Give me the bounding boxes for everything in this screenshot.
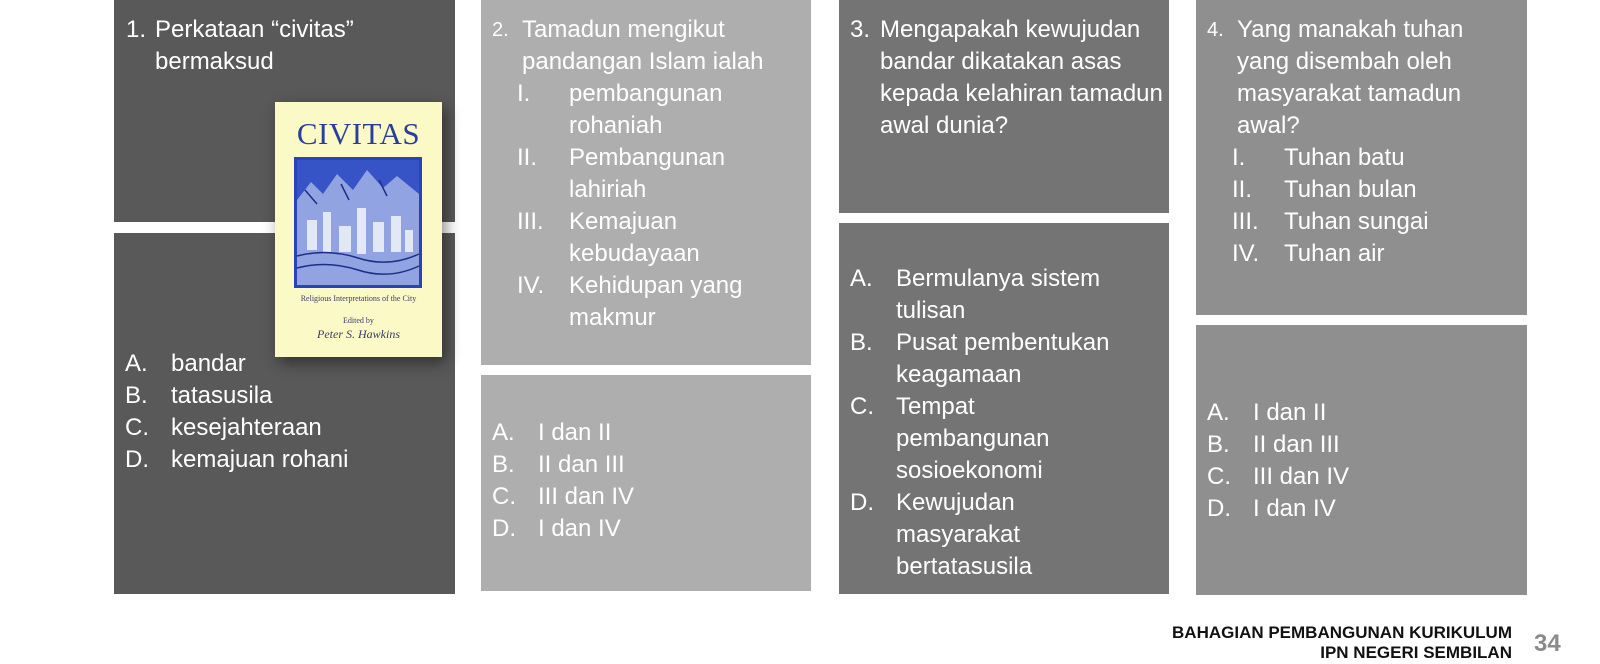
q2-number: 2. — [492, 19, 509, 41]
statement-numeral: IV. — [517, 272, 545, 299]
option-text: kesejahteraan — [171, 414, 322, 441]
option-text: I dan II — [538, 419, 612, 446]
statement-numeral: I. — [1232, 144, 1246, 171]
q1-option-a[interactable] — [125, 348, 445, 380]
statement-text: Kehidupan yang makmur — [569, 272, 743, 331]
option-text: II dan III — [1253, 431, 1340, 458]
option-letter: C. — [1207, 463, 1231, 490]
q3-number: 3. — [850, 16, 871, 43]
option-text: Bermulanya sistem tulisan — [896, 265, 1101, 324]
option-letter: C. — [850, 393, 874, 420]
q2-statement-4 — [517, 270, 807, 334]
q1-options — [125, 348, 445, 476]
book-author: Peter S. Hawkins — [317, 327, 400, 341]
q4-option-d[interactable] — [1207, 493, 1507, 525]
q1-option-b[interactable] — [125, 380, 445, 412]
q4-option-b[interactable] — [1207, 429, 1507, 461]
option-text: III dan IV — [538, 483, 635, 510]
q4-number: 4. — [1207, 19, 1224, 41]
q4-question — [1207, 14, 1525, 142]
q4-option-c[interactable] — [1207, 461, 1507, 493]
option-text: Tempat pembangunan sosioekonomi — [896, 393, 1050, 484]
option-text: I dan IV — [1253, 495, 1336, 522]
option-letter: C. — [125, 414, 149, 441]
option-text: Kewujudan masyarakat bertatasusila — [896, 489, 1033, 580]
q4-statements — [1232, 142, 1522, 270]
statement-numeral: I. — [517, 80, 531, 107]
statement-numeral: II. — [517, 144, 538, 171]
q1-option-c[interactable] — [125, 412, 445, 444]
option-text: I dan IV — [538, 515, 621, 542]
statement-text: Kemajuan kebudayaan — [569, 208, 700, 267]
footer-department: BAHAGIAN PEMBANGUNAN KURIKULUM — [1172, 623, 1512, 642]
statement-numeral: III. — [1232, 208, 1259, 235]
option-text: I dan II — [1253, 399, 1327, 426]
statement-text: pembangunan rohaniah — [569, 80, 723, 139]
book-subtitle: Religious Interpretations of the City — [300, 294, 417, 303]
option-text: Pusat pembentukan keagamaan — [896, 329, 1110, 388]
option-letter: A. — [125, 350, 148, 377]
statement-text: Tuhan bulan — [1284, 176, 1417, 203]
statement-text: Pembangunan lahiriah — [569, 144, 726, 203]
civitas-book-cover — [275, 102, 442, 357]
statement-numeral: IV. — [1232, 240, 1260, 267]
q3-option-c[interactable] — [850, 391, 1160, 487]
q3-question-text: Mengapakah kewujudan bandar dikatakan asas kepada kelahiran tamadun awal dunia? — [880, 16, 1163, 139]
q2-question-text: Tamadun mengikut pandangan Islam ialah — [522, 16, 764, 75]
option-letter: D. — [125, 446, 149, 473]
q2-statements — [517, 78, 807, 334]
statement-numeral: II. — [1232, 176, 1253, 203]
statement-numeral: III. — [517, 208, 544, 235]
q2-statement-2 — [517, 142, 807, 206]
option-text: kemajuan rohani — [171, 446, 349, 473]
option-letter: C. — [492, 483, 516, 510]
q4-options — [1207, 397, 1507, 525]
q3-option-b[interactable] — [850, 327, 1160, 391]
option-text: bandar — [171, 350, 246, 377]
option-letter: D. — [492, 515, 516, 542]
option-letter: B. — [850, 329, 873, 356]
q4-statement-3 — [1232, 206, 1522, 238]
q3-option-a[interactable] — [850, 263, 1160, 327]
q4-statement-2 — [1232, 174, 1522, 206]
option-letter: D. — [850, 489, 874, 516]
q1-question — [126, 14, 446, 78]
option-letter: A. — [1207, 399, 1230, 426]
q2-options — [492, 417, 792, 545]
q2-option-c[interactable] — [492, 481, 792, 513]
q2-question — [492, 14, 810, 78]
option-text: tatasusila — [171, 382, 273, 409]
q1-question-text: Perkataan “civitas” bermaksud — [155, 16, 354, 75]
footer-institution: IPN NEGERI SEMBILAN — [1320, 643, 1512, 662]
q2-statement-1 — [517, 78, 807, 142]
statement-text: Tuhan air — [1284, 240, 1385, 267]
option-letter: B. — [1207, 431, 1230, 458]
q4-statement-4 — [1232, 238, 1522, 270]
q2-option-a[interactable] — [492, 417, 792, 449]
option-letter: B. — [492, 451, 515, 478]
q2-option-b[interactable] — [492, 449, 792, 481]
q2-option-d[interactable] — [492, 513, 792, 545]
q1-option-d[interactable] — [125, 444, 445, 476]
statement-text: Tuhan sungai — [1284, 208, 1429, 235]
q4-question-text: Yang manakah tuhan yang disembah oleh masyarakat tamadun awal? — [1237, 16, 1464, 139]
page-number: 34 — [1534, 630, 1561, 657]
q3-option-d[interactable] — [850, 487, 1160, 583]
book-cover-illustration — [294, 157, 422, 288]
q3-question — [850, 14, 1168, 142]
q2-statement-3 — [517, 206, 807, 270]
q4-statement-1 — [1232, 142, 1522, 174]
option-text: II dan III — [538, 451, 625, 478]
q4-option-a[interactable] — [1207, 397, 1507, 429]
option-letter: A. — [492, 419, 515, 446]
option-letter: D. — [1207, 495, 1231, 522]
q1-number: 1. — [126, 16, 147, 43]
book-edited-by: Edited by — [343, 316, 374, 325]
option-letter: B. — [125, 382, 148, 409]
book-title: CIVITAS — [296, 116, 421, 151]
option-text: III dan IV — [1253, 463, 1350, 490]
q3-options — [850, 263, 1160, 583]
option-letter: A. — [850, 265, 873, 292]
statement-text: Tuhan batu — [1284, 144, 1405, 171]
